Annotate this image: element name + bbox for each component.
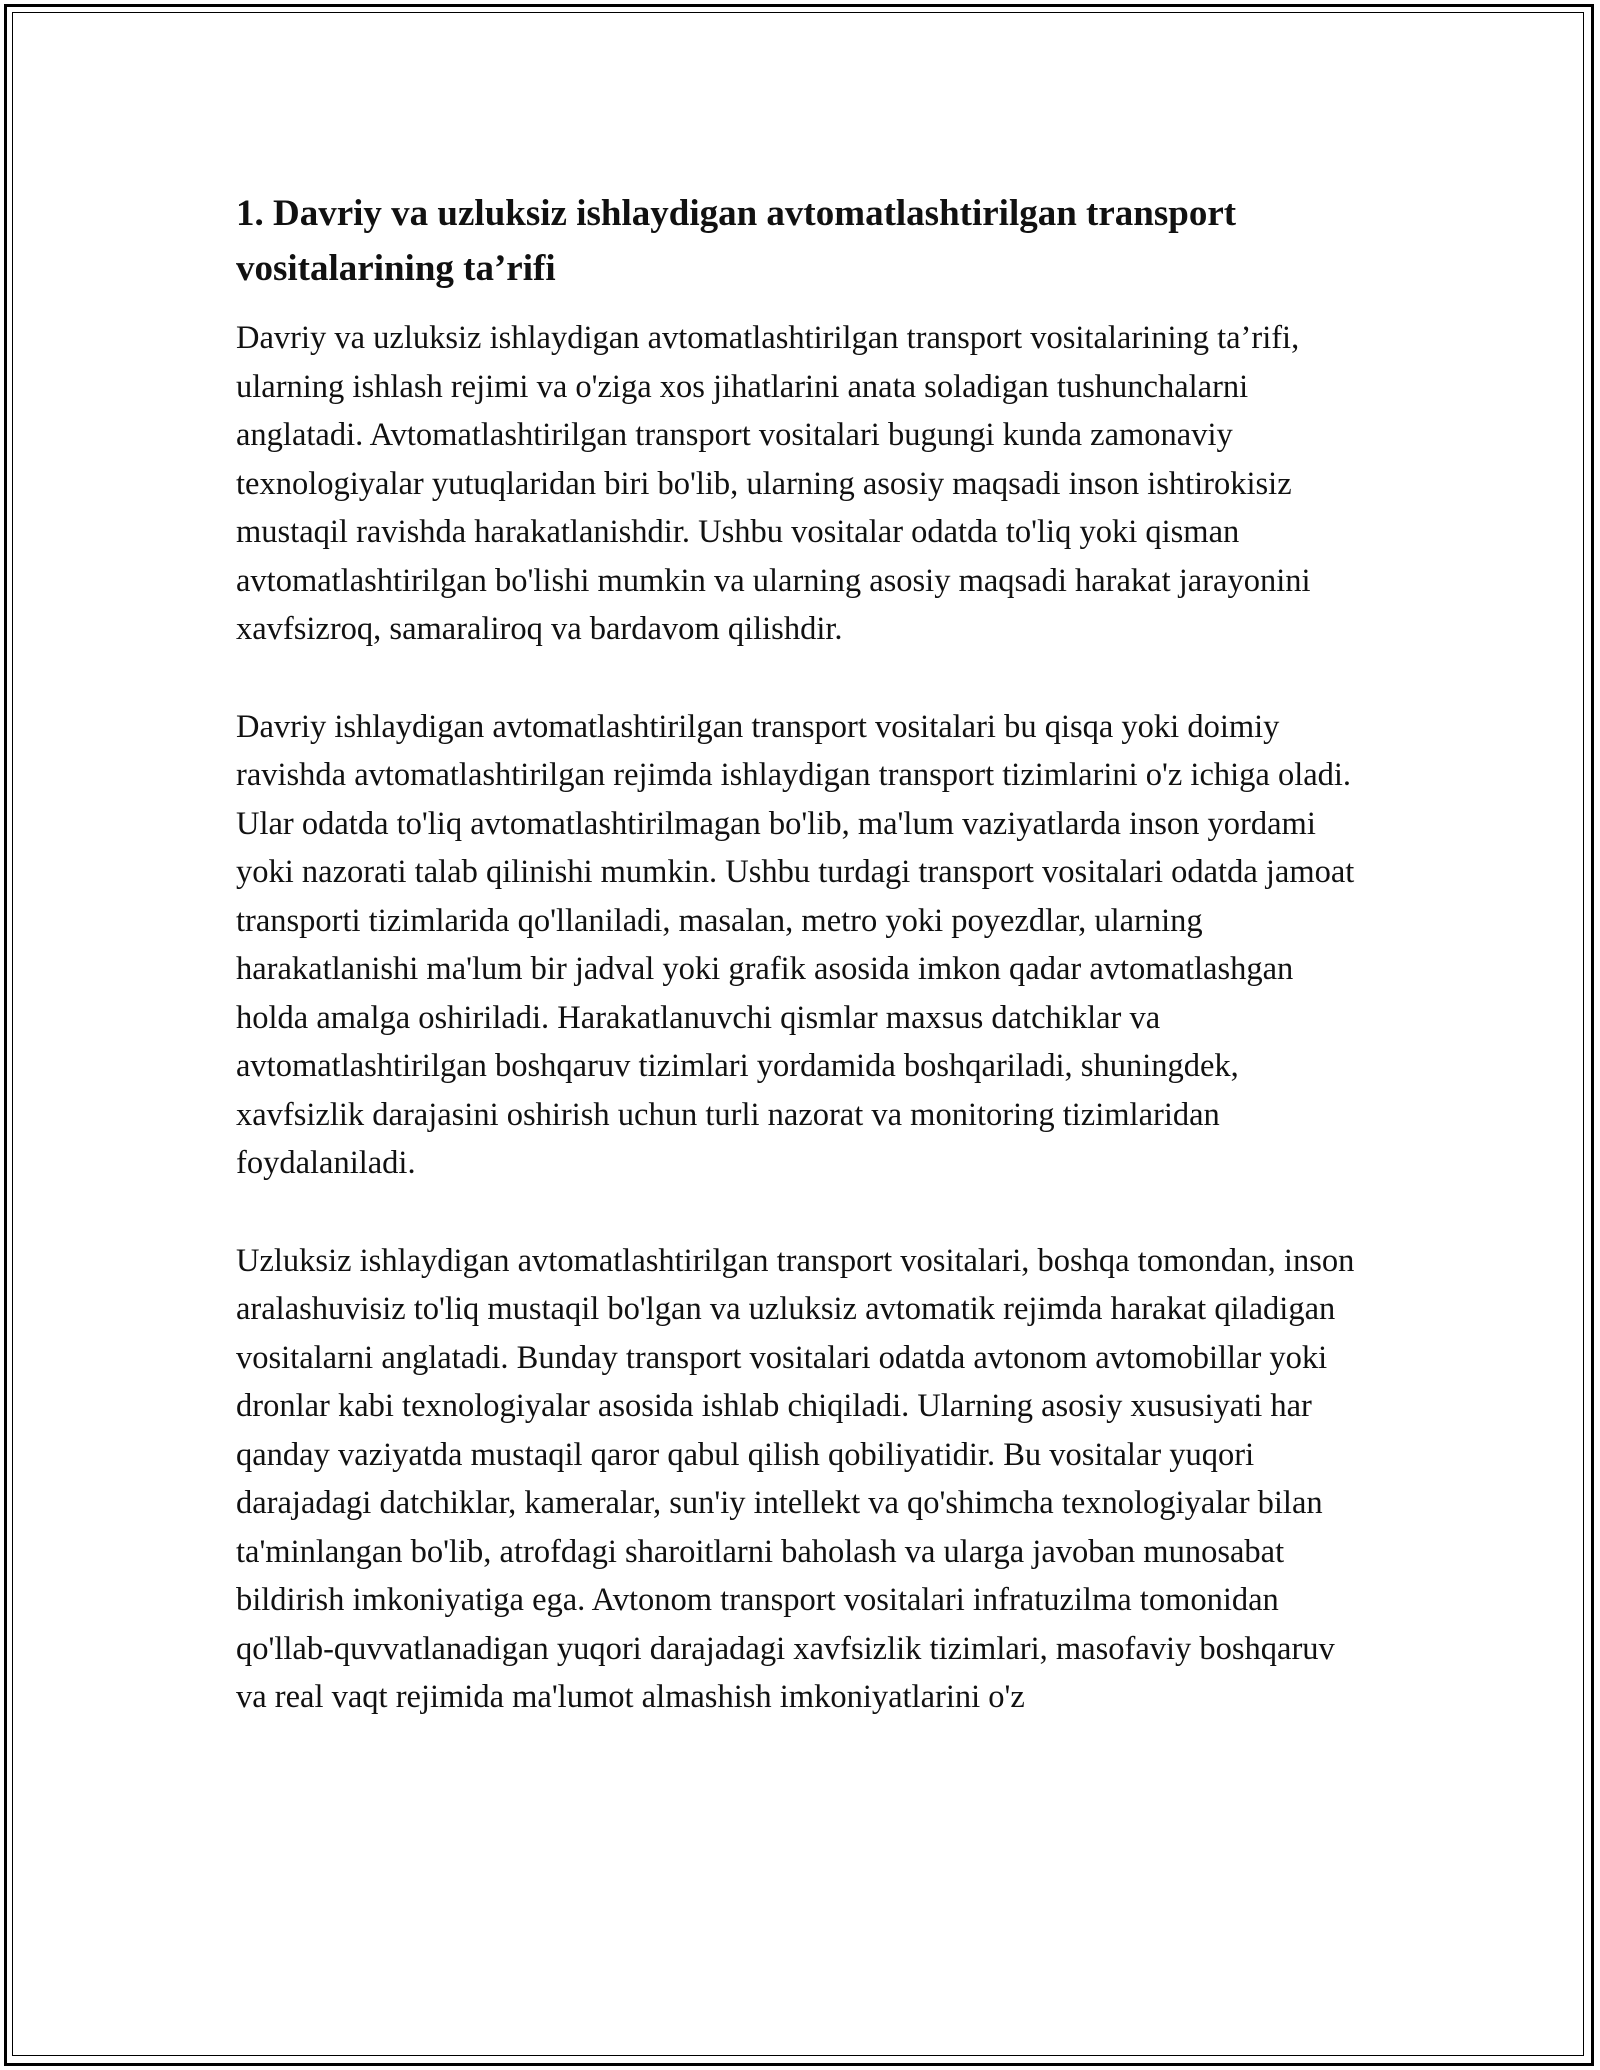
paragraph-continuous-transport: Uzluksiz ishlaydigan avtomatlashtirilgan transport vositalari, boshqa tomondan, inson aralashuvisiz to'liq mustaqil bo'lgan va uzluksiz avtomatik rejimda harakat qiladigan vositalarni anglatadi. Bunday transport vositalari odatda avtonom avtomobillar yoki dronlar kabi texnologiyalar asosida ishlab chiqiladi. Ularning asosiy xususiyati har qanday vaziyatda mustaqil qaror qabul qilish qobiliyatidir. Bu vositalar yuqori darajadagi datchiklar, kameralar, sun'iy intellekt va qo'shimcha texnologiyalar bilan ta'minlangan bo'lib, atrofdagi sharoitlarni baholash va ularga javoban munosabat bildirish imkoniyatiga ega. Avtonom transport vositalari infratuzilma tomonidan qo'llab-quvvatlanadigan yuqori darajadagi xavfsizlik tizimlari, masofaviy boshqaruv va real vaqt rejimida ma'lumot almashish imkoniyatlarini o'z <box>236 1242 1355 1715</box>
paragraph-definition: Davriy va uzluksiz ishlaydigan avtomatlashtirilgan transport vositalarining ta’rifi, ularning ishlash rejimi va o'ziga xos jihatlarini anata soladigan tushunchalarni anglatadi. Avtomatlashtirilgan transport vositalari bugungi kunda zamonaviy texnologiyalar yutuqlaridan biri bo'lib, ularning asosiy maqsadi inson ishtirokisiz mustaqil ravishda harakatlanishdir. Ushbu vositalar odatda to'liq yoki qisman avtomatlashtirilgan bo'lishi mumkin va ularning asosiy maqsadi harakat jarayonini xavfsizroq, samaraliroq va bardavom qilishdir. <box>236 320 1311 647</box>
document-body <box>236 186 1376 1771</box>
paragraph-periodic-transport: Davriy ishlaydigan avtomatlashtirilgan transport vositalari bu qisqa yoki doimiy ravishda avtomatlashtirilgan rejimda ishlaydigan transport tizimlarini o'z ichiga oladi. Ular odatda to'liq avtomatlashtirilmagan bo'lib, ma'lum vaziyatlarda inson yordami yoki nazorati talab qilinishi mumkin. Ushbu turdagi transport vositalari odatda jamoat transporti tizimlarida qo'llaniladi, masalan, metro yoki poyezdlar, ularning harakatlanishi ma'lum bir jadval yoki grafik asosida imkon qadar avtomatlashgan holda amalga oshiriladi. Harakatlanuvchi qismlar maxsus datchiklar va avtomatlashtirilgan boshqaruv tizimlari yordamida boshqariladi, shuningdek, xavfsizlik darajasini oshirish uchun turli nazorat va monitoring tizimlaridan foydalaniladi. <box>236 708 1355 1181</box>
section-title: 1. Davriy va uzluksiz ishlaydigan avtomatlashtirilgan transport vositalarining ta’rifi <box>236 193 1237 289</box>
